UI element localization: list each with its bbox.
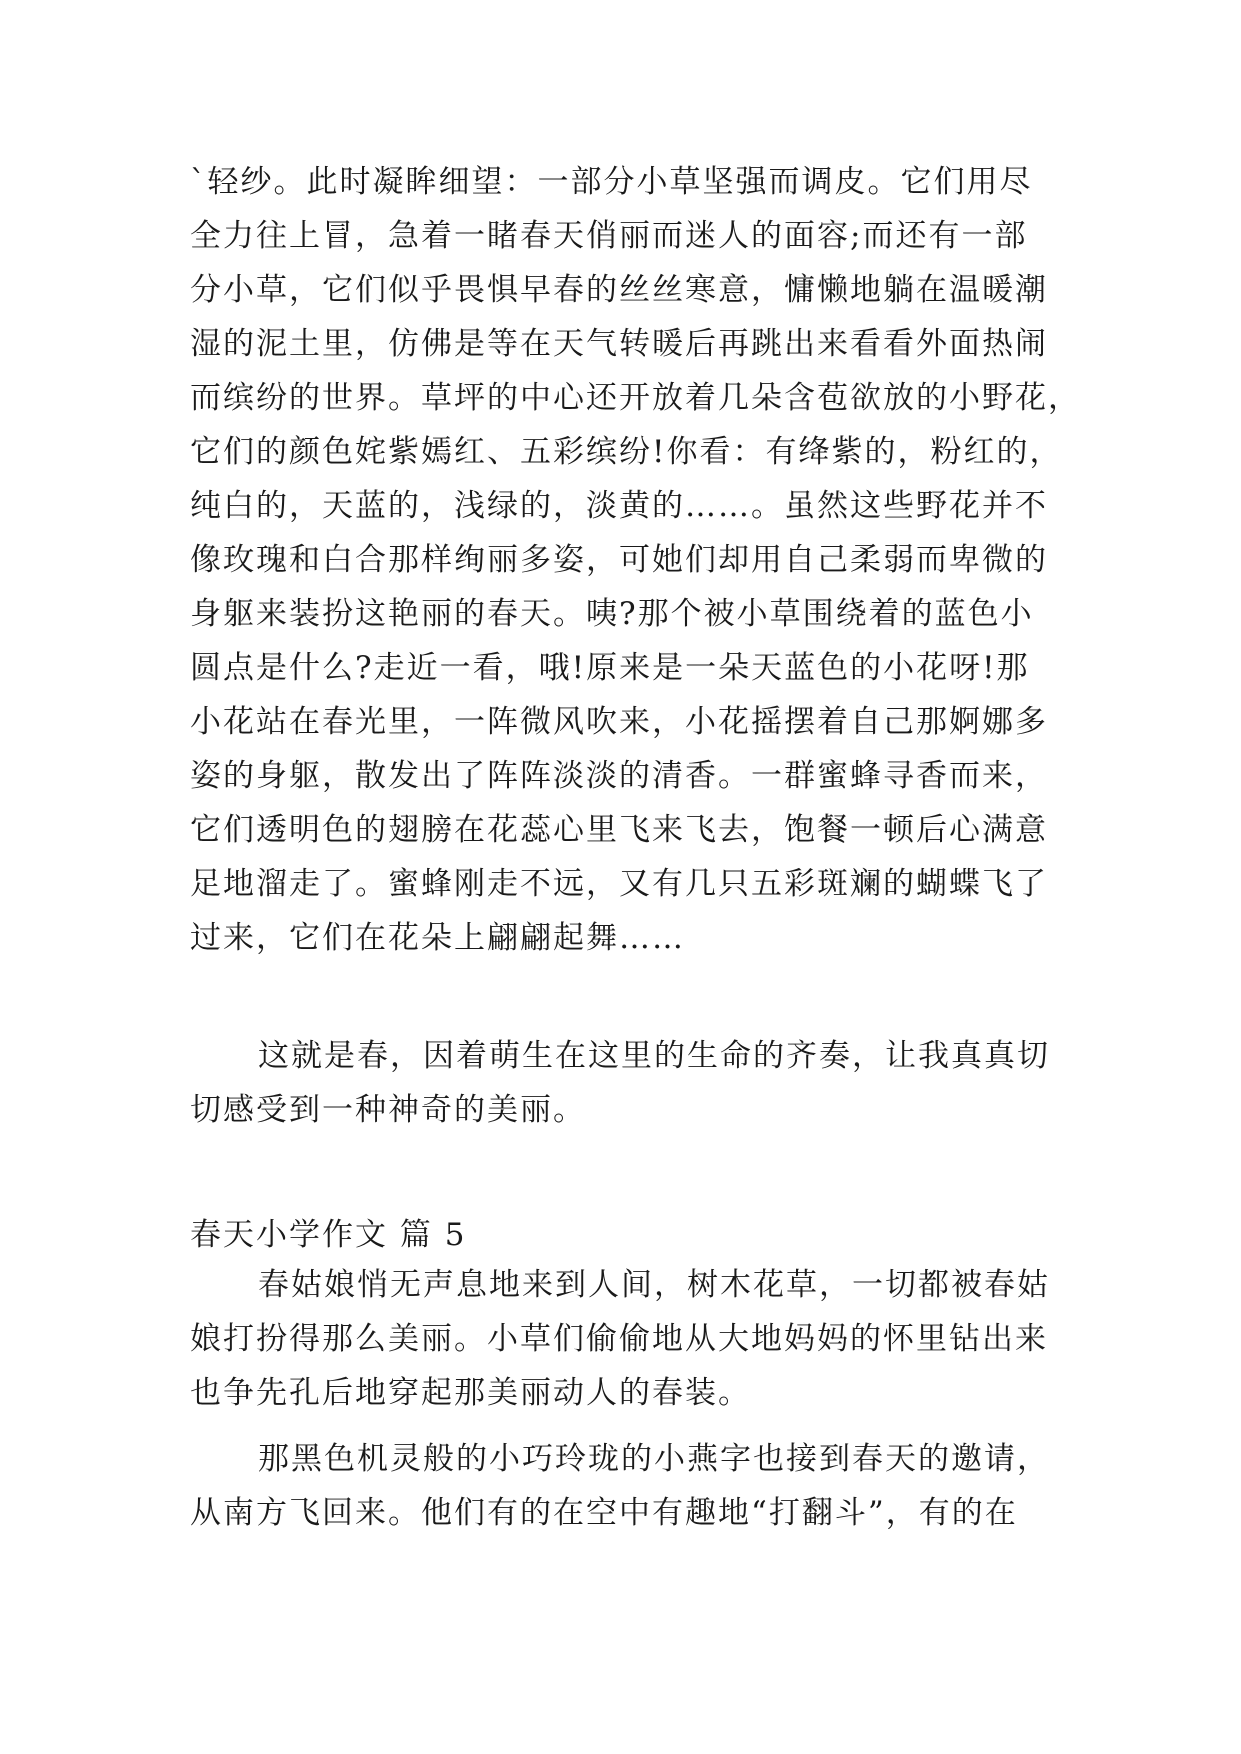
- text-line: 纯白的，天蓝的，浅绿的，淡黄的……。虽然这些野花并不: [190, 488, 1048, 524]
- text-line: 身躯来装扮这艳丽的春天。咦?那个被小草围绕着的蓝色小: [190, 596, 1034, 632]
- text-line: 过来，它们在花朵上翩翩起舞……: [190, 920, 685, 956]
- text-line: 小花站在春光里，一阵微风吹来，小花摇摆着自己那婀娜多: [190, 704, 1048, 740]
- text-line: 而缤纷的世界。草坪的中心还开放着几朵含苞欲放的小野花，: [190, 380, 1081, 416]
- section-heading: 春天小学作文 篇 5: [190, 1217, 467, 1253]
- text-line: 像玫瑰和白合那样绚丽多姿，可她们却用自己柔弱而卑微的: [190, 542, 1048, 578]
- text-line: 那黑色机灵般的小巧玲珑的小燕字也接到春天的邀请，: [258, 1441, 1050, 1477]
- paragraph-spring-girl: [190, 1258, 1070, 1420]
- paragraph-spring-grass: [190, 155, 1081, 965]
- paragraph-conclusion: [190, 1029, 1070, 1137]
- text-line: 足地溜走了。蜜蜂刚走不远，又有几只五彩斑斓的蝴蝶飞了: [190, 866, 1048, 902]
- text-line: 湿的泥土里，仿佛是等在天气转暖后再跳出来看看外面热闹: [190, 326, 1048, 362]
- text-line: 也争先孔后地穿起那美丽动人的春装。: [190, 1375, 751, 1411]
- paragraph-swallows: [190, 1432, 1070, 1540]
- text-line: 它们的颜色姹紫嫣红、五彩缤纷!你看：有绛紫的，粉红的，: [190, 434, 1063, 470]
- text-line: 春姑娘悄无声息地来到人间，树木花草，一切都被春姑: [258, 1267, 1050, 1303]
- text-line: 全力往上冒，急着一睹春天俏丽而迷人的面容;而还有一部: [190, 218, 1028, 254]
- text-line: `轻纱。此时凝眸细望：一部分小草坚强而调皮。它们用尽: [190, 164, 1033, 200]
- text-line: 圆点是什么?走近一看，哦!原来是一朵天蓝色的小花呀!那: [190, 650, 1030, 686]
- text-line: 姿的身躯，散发出了阵阵淡淡的清香。一群蜜蜂寻香而来，: [190, 758, 1048, 794]
- text-line: 从南方飞回来。他们有的在空中有趣地“打翻斗”，有的在: [190, 1495, 1018, 1531]
- text-line: 娘打扮得那么美丽。小草们偷偷地从大地妈妈的怀里钻出来: [190, 1321, 1048, 1357]
- text-line: 切感受到一种神奇的美丽。: [190, 1092, 586, 1128]
- text-line: 这就是春，因着萌生在这里的生命的齐奏，让我真真切: [258, 1038, 1050, 1074]
- text-line: 分小草，它们似乎畏惧早春的丝丝寒意，慵懒地躺在温暖潮: [190, 272, 1048, 308]
- text-line: 它们透明色的翅膀在花蕊心里飞来飞去，饱餐一顿后心满意: [190, 812, 1048, 848]
